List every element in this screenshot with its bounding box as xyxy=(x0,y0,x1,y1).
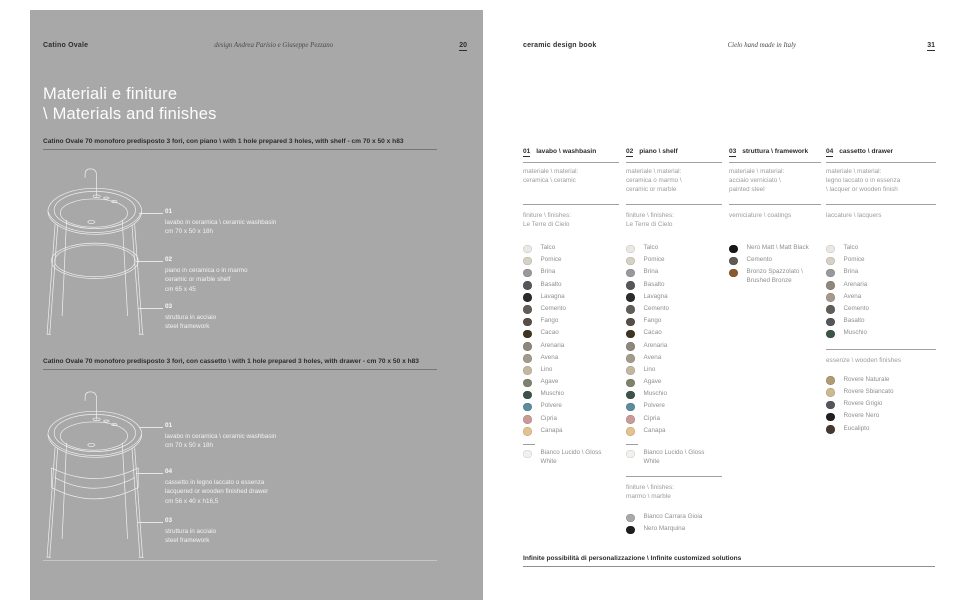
swatch-label: Talco xyxy=(643,244,659,251)
leader-line xyxy=(139,213,163,214)
swatch-label: Fango xyxy=(643,317,662,325)
color-swatch xyxy=(626,427,635,436)
swatch-row xyxy=(826,376,936,388)
annotation-number: 02 xyxy=(165,256,173,263)
swatch-row xyxy=(626,354,722,366)
swatch-row xyxy=(523,293,619,305)
color-swatch xyxy=(826,257,835,266)
swatch-row xyxy=(523,281,619,293)
customization-note: Infinite possibilità di personalizzazione \ Infinite customized solutions xyxy=(523,555,935,567)
swatch-row xyxy=(729,244,821,256)
color-swatch xyxy=(523,245,532,254)
finish-heading: finiture \ finishes: Le Terre di Cielo xyxy=(523,212,571,229)
swatch-row xyxy=(626,513,722,525)
swatch-row xyxy=(626,366,722,378)
color-swatch xyxy=(826,376,835,385)
swatch-row xyxy=(729,268,821,286)
divider xyxy=(626,204,722,205)
washbasin-shelf-drawing xyxy=(40,160,155,344)
color-swatch xyxy=(523,427,532,436)
swatch-label: Muschio xyxy=(643,390,667,398)
swatch-label: Rovere Nero xyxy=(843,412,880,420)
annotation-line: lacquered or wooden finished drawer xyxy=(165,488,269,496)
swatch-label: Cemento xyxy=(643,304,670,312)
color-swatch xyxy=(523,354,532,363)
left-page xyxy=(30,10,483,600)
section-heading-shelf: Catino Ovale 70 monoforo predisposto 3 fori, con piano \ with 1 hole prepared 3 holes, with shelf - cm 70 x 50 x h83 xyxy=(43,138,437,150)
annotation-line: piano in ceramica o in marmo xyxy=(165,267,248,274)
color-swatch xyxy=(523,366,532,375)
annotation-drawer xyxy=(165,468,365,506)
annotation-washbasin xyxy=(165,208,365,237)
swatch-row xyxy=(626,305,722,317)
swatch-row xyxy=(523,305,619,317)
color-swatch xyxy=(523,415,532,424)
annotation-line: ceramic or marble shelf xyxy=(165,276,231,284)
color-swatch xyxy=(523,269,532,278)
swatch-label: Lino xyxy=(540,365,553,373)
column-title: struttura \ framework xyxy=(742,148,809,155)
annotation-shelf xyxy=(165,256,365,294)
left-running-head xyxy=(43,42,467,51)
small-divider xyxy=(523,444,535,445)
swatch-list xyxy=(523,244,619,439)
material-info: materiale \ material: legno laccato o in essenza \ lacquer or wooden finish xyxy=(826,168,901,193)
color-swatch xyxy=(626,257,635,266)
extra-swatch-list xyxy=(626,449,722,467)
color-swatch xyxy=(626,281,635,290)
swatch-label: Cipria xyxy=(540,414,557,422)
color-swatch xyxy=(626,450,635,459)
annotation-line: cm 65 x 45 xyxy=(165,285,196,293)
color-swatch xyxy=(626,379,635,388)
annotation-line: struttura in acciaio xyxy=(165,314,217,321)
color-swatch xyxy=(729,269,738,278)
swatch-label: Arenaria xyxy=(643,341,668,349)
color-swatch xyxy=(729,257,738,266)
swatch-label: Eucalipto xyxy=(843,424,870,432)
swatch-label: Avena xyxy=(643,353,662,361)
swatch-row xyxy=(729,256,821,268)
swatch-row xyxy=(626,244,722,256)
wood-heading: essenze \ wooden finishes xyxy=(826,356,901,364)
swatch-row xyxy=(626,415,722,427)
divider xyxy=(626,476,722,477)
swatch-label: Cemento xyxy=(540,304,567,312)
swatch-row xyxy=(626,390,722,402)
swatch-row xyxy=(626,427,722,439)
leader-line xyxy=(139,427,163,428)
column-title: lavabo \ washbasin xyxy=(536,148,597,155)
swatch-row xyxy=(826,256,936,268)
color-swatch xyxy=(626,403,635,412)
column-number: 04 xyxy=(826,148,834,155)
column-number: 03 xyxy=(729,148,737,155)
marble-swatch-list xyxy=(626,513,722,537)
swatch-label: Cemento xyxy=(843,304,870,312)
swatch-label: Pomice xyxy=(843,256,865,264)
page-title-line1: Materiali e finiture xyxy=(43,85,178,103)
swatch-label: Arenaria xyxy=(540,341,565,349)
washbasin-drawer-drawing xyxy=(40,383,155,567)
swatch-label: Muschio xyxy=(540,390,564,398)
swatch-label: Cacao xyxy=(540,329,559,337)
swatch-label: Agave xyxy=(643,378,662,386)
swatch-label: Lavagna xyxy=(643,292,668,300)
color-swatch xyxy=(523,342,532,351)
finish-column-framework xyxy=(729,148,821,286)
swatch-label: Cemento xyxy=(746,256,773,264)
annotation-line: cm 70 x 50 x 18h xyxy=(165,442,213,450)
column-header xyxy=(729,148,821,157)
page-number: 20 xyxy=(459,42,467,49)
swatch-row xyxy=(523,366,619,378)
book-title: ceramic design book xyxy=(523,42,597,49)
swatch-label: Canapa xyxy=(540,426,563,434)
leader-line xyxy=(138,522,163,523)
swatch-row xyxy=(826,388,936,400)
page-number: 31 xyxy=(927,42,935,49)
swatch-label: Brina xyxy=(540,268,556,276)
finish-column-washbasin xyxy=(523,148,619,467)
swatch-label: Rovere Sbiancato xyxy=(843,387,894,395)
divider xyxy=(826,162,936,163)
color-swatch xyxy=(826,245,835,254)
swatch-row xyxy=(523,329,619,341)
annotation-line: lavabo in ceramica \ ceramic washbasin xyxy=(165,433,277,440)
swatch-label: Brina xyxy=(643,268,659,276)
swatch-label: Talco xyxy=(843,244,859,251)
swatch-row xyxy=(523,268,619,280)
color-swatch xyxy=(626,318,635,327)
swatch-label: Bianco Lucido \ Gloss White xyxy=(643,449,705,465)
swatch-label: Lavagna xyxy=(540,292,565,300)
finish-heading: verniciature \ coatings xyxy=(729,212,792,219)
color-swatch xyxy=(523,379,532,388)
material-info: materiale \ material: ceramica o marmo \ ceramic or marble xyxy=(626,168,682,193)
annotation-line: struttura in acciaio xyxy=(165,528,217,535)
column-number: 01 xyxy=(523,148,531,155)
swatch-row xyxy=(523,317,619,329)
finish-column-shelf xyxy=(626,148,722,538)
swatch-row xyxy=(523,415,619,427)
leader-line xyxy=(136,473,163,474)
swatch-label: Talco xyxy=(540,244,556,251)
color-swatch xyxy=(523,391,532,400)
divider xyxy=(523,162,619,163)
color-swatch xyxy=(826,305,835,314)
color-swatch xyxy=(826,318,835,327)
finish-heading: laccature \ lacquers xyxy=(826,212,882,219)
swatch-row xyxy=(826,317,936,329)
right-page xyxy=(483,10,947,600)
swatch-row xyxy=(826,244,936,256)
annotation-framework xyxy=(165,303,365,332)
page-title-line2: \ Materials and finishes xyxy=(43,105,217,124)
swatch-row xyxy=(826,305,936,317)
swatch-row xyxy=(826,425,936,437)
swatch-list xyxy=(826,244,936,342)
column-header xyxy=(523,148,619,157)
swatch-row xyxy=(826,412,936,424)
annotation-washbasin xyxy=(165,422,365,451)
color-swatch xyxy=(826,401,835,410)
swatch-list xyxy=(729,244,821,286)
annotation-line: cm 56 x 40 x h16,5 xyxy=(165,497,219,505)
swatch-row xyxy=(523,354,619,366)
swatch-label: Agave xyxy=(540,378,559,386)
divider xyxy=(826,204,936,205)
swatch-label: Muschio xyxy=(843,329,867,337)
swatch-label: Cipria xyxy=(643,414,660,422)
divider xyxy=(626,162,722,163)
color-swatch xyxy=(826,388,835,397)
right-running-head xyxy=(523,42,935,51)
swatch-label: Pomice xyxy=(643,256,665,264)
color-swatch xyxy=(523,450,532,459)
extra-swatch-list xyxy=(523,449,619,467)
swatch-row xyxy=(626,317,722,329)
finish-column-drawer xyxy=(826,148,936,437)
page-bottom-rule xyxy=(43,560,437,561)
column-title: cassetto \ drawer xyxy=(839,148,894,155)
swatch-label: Lino xyxy=(643,365,656,373)
swatch-row xyxy=(826,281,936,293)
swatch-row xyxy=(626,329,722,341)
color-swatch xyxy=(729,245,738,254)
swatch-label: Polvere xyxy=(643,402,665,410)
divider xyxy=(729,162,821,163)
color-swatch xyxy=(523,293,532,302)
annotation-line: steel framework xyxy=(165,323,210,331)
color-swatch xyxy=(826,269,835,278)
swatch-row xyxy=(523,402,619,414)
color-swatch xyxy=(523,330,532,339)
color-swatch xyxy=(626,354,635,363)
swatch-row xyxy=(523,427,619,439)
annotation-framework xyxy=(165,517,365,546)
swatch-row xyxy=(626,525,722,537)
annotation-line: cassetto in legno laccato o essenza xyxy=(165,479,265,486)
color-swatch xyxy=(626,269,635,278)
annotation-number: 04 xyxy=(165,468,173,475)
color-swatch xyxy=(523,281,532,290)
small-divider xyxy=(626,444,638,445)
swatch-list xyxy=(626,244,722,439)
color-swatch xyxy=(826,425,835,434)
swatch-row xyxy=(826,400,936,412)
color-swatch xyxy=(626,391,635,400)
color-swatch xyxy=(826,413,835,422)
color-swatch xyxy=(626,330,635,339)
swatch-label: Basalto xyxy=(643,280,665,288)
column-header xyxy=(826,148,936,157)
swatch-label: Basalto xyxy=(843,317,865,325)
color-swatch xyxy=(626,415,635,424)
swatch-row xyxy=(523,244,619,256)
color-swatch xyxy=(826,293,835,302)
swatch-row xyxy=(523,378,619,390)
swatch-row xyxy=(826,268,936,280)
color-swatch xyxy=(523,318,532,327)
color-swatch xyxy=(626,305,635,314)
swatch-row xyxy=(626,449,722,467)
annotation-number: 03 xyxy=(165,517,173,524)
section-heading-drawer: Catino Ovale 70 monoforo predisposto 3 fori, con cassetto \ with 1 hole prepared 3 holes, with drawer - cm 70 x 50 x h83 xyxy=(43,358,437,370)
annotation-line: lavabo in ceramica \ ceramic washbasin xyxy=(165,219,277,226)
leader-line xyxy=(138,308,163,309)
swatch-label: Bronzo Spazzolato \ Brushed Bronze xyxy=(746,268,803,285)
color-swatch xyxy=(626,366,635,375)
annotation-number: 03 xyxy=(165,303,173,310)
swatch-label: Bianco Carrara Gioia xyxy=(643,513,703,521)
column-header xyxy=(626,148,722,157)
wood-swatch-list xyxy=(826,376,936,437)
swatch-label: Cacao xyxy=(643,329,662,337)
swatch-label: Avena xyxy=(843,292,862,300)
divider xyxy=(523,204,619,205)
color-swatch xyxy=(826,281,835,290)
color-swatch xyxy=(626,526,635,535)
marble-heading: finiture \ finishes: marmo \ marble xyxy=(626,483,674,500)
column-number: 02 xyxy=(626,148,634,155)
swatch-label: Nero Matt \ Matt Black xyxy=(746,244,809,251)
swatch-row xyxy=(626,268,722,280)
color-swatch xyxy=(626,293,635,302)
color-swatch xyxy=(523,403,532,412)
swatch-row xyxy=(523,449,619,467)
swatch-row xyxy=(626,402,722,414)
finish-heading: finiture \ finishes: Le Terre di Cielo xyxy=(626,212,674,229)
swatch-label: Canapa xyxy=(643,426,666,434)
color-swatch xyxy=(626,342,635,351)
brand-tagline: Cielo hand made in Italy xyxy=(727,42,797,49)
swatch-row xyxy=(523,256,619,268)
color-swatch xyxy=(626,245,635,254)
swatch-row xyxy=(626,293,722,305)
swatch-label: Nero Marquina xyxy=(643,525,686,533)
swatch-label: Basalto xyxy=(540,280,562,288)
swatch-label: Pomice xyxy=(540,256,562,264)
color-swatch xyxy=(523,305,532,314)
swatch-label: Bianco Lucido \ Gloss White xyxy=(540,449,602,465)
swatch-label: Fango xyxy=(540,317,559,325)
annotation-line: steel framework xyxy=(165,537,210,545)
swatch-label: Polvere xyxy=(540,402,562,410)
color-swatch xyxy=(826,330,835,339)
color-swatch xyxy=(626,514,635,523)
swatch-row xyxy=(826,293,936,305)
swatch-label: Arenaria xyxy=(843,280,868,288)
designer-credit: design Andrea Parisio e Giuseppe Pezzano xyxy=(214,42,334,49)
swatch-row xyxy=(626,281,722,293)
material-info: materiale \ material: acciaio verniciato \ painted steel xyxy=(729,168,785,193)
swatch-label: Rovere Grigio xyxy=(843,400,883,408)
swatch-label: Avena xyxy=(540,353,559,361)
divider xyxy=(826,349,936,350)
swatch-label: Rovere Naturale xyxy=(843,375,890,383)
swatch-row xyxy=(523,390,619,402)
annotation-line: cm 70 x 50 x 18h xyxy=(165,228,213,236)
leader-line xyxy=(136,261,163,262)
page-title xyxy=(43,84,217,124)
swatch-row xyxy=(626,378,722,390)
annotation-number: 01 xyxy=(165,422,173,429)
swatch-row xyxy=(826,329,936,341)
swatch-row xyxy=(523,342,619,354)
annotation-number: 01 xyxy=(165,208,173,215)
swatch-row xyxy=(626,256,722,268)
divider xyxy=(729,204,821,205)
swatch-label: Brina xyxy=(843,268,859,276)
swatch-row xyxy=(626,342,722,354)
color-swatch xyxy=(523,257,532,266)
product-name: Catino Ovale xyxy=(43,42,89,49)
material-info: materiale \ material: ceramica \ ceramic xyxy=(523,168,579,184)
column-title: piano \ shelf xyxy=(639,148,678,155)
